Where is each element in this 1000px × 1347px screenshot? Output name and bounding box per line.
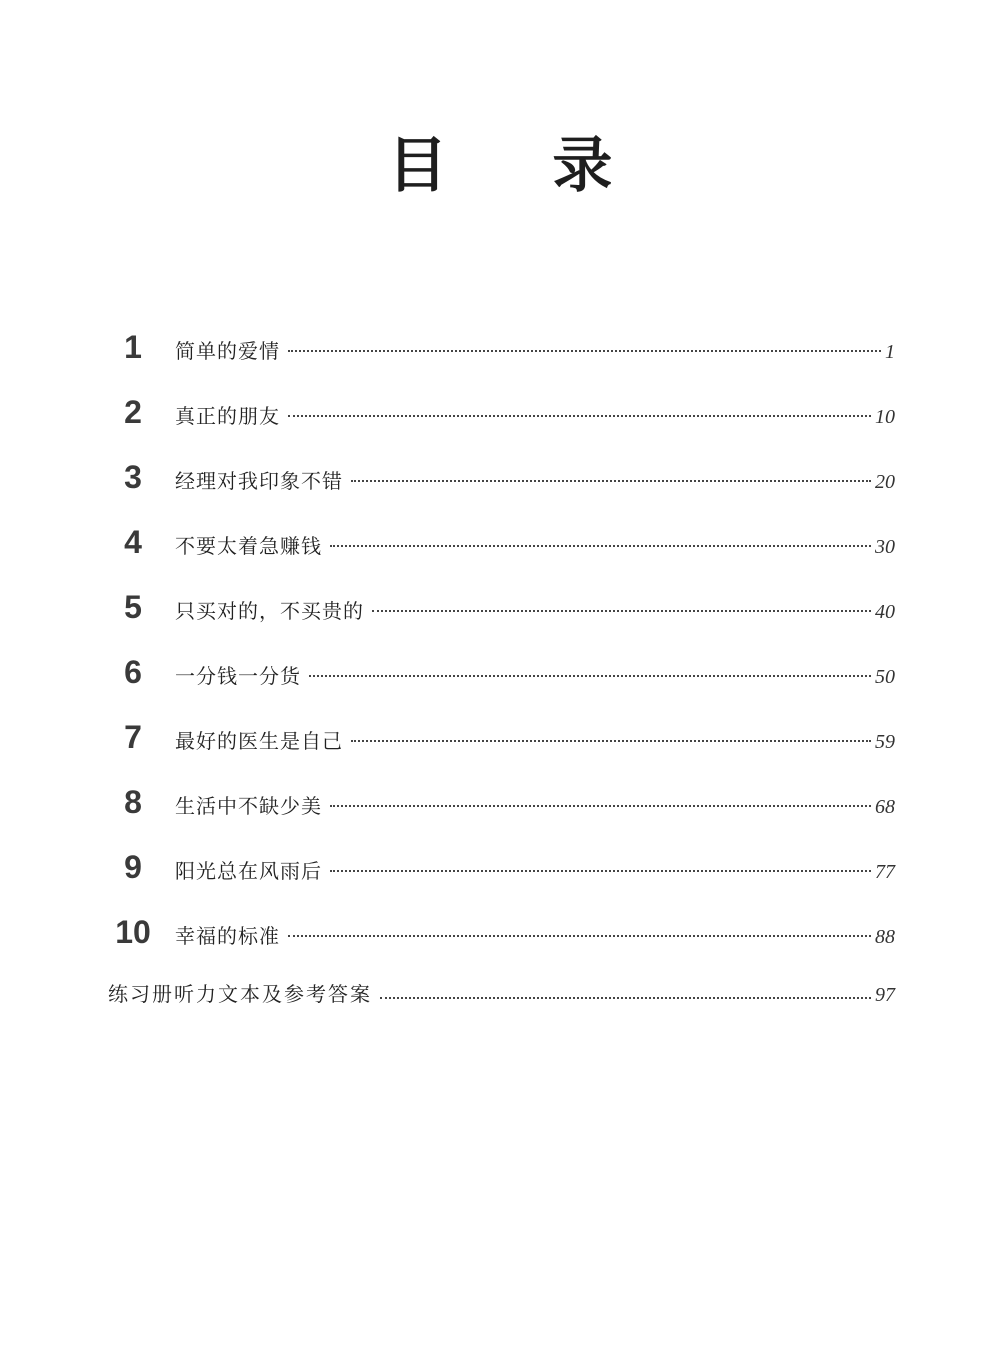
dot-leader [288, 414, 871, 417]
chapter-title: 只买对的，不买贵的 [175, 599, 364, 623]
toc-entry[interactable] [108, 315, 895, 380]
chapter-title: 生活中不缺少美 [175, 794, 322, 818]
page-title: 目 录 [387, 131, 655, 201]
chapter-number: 9 [124, 849, 142, 885]
dot-leader [288, 349, 881, 352]
chapter-number: 10 [115, 914, 151, 950]
chapter-title: 一分钱一分货 [175, 664, 301, 688]
chapter-title: 不要太着急赚钱 [175, 534, 322, 558]
toc-entry[interactable] [108, 835, 895, 900]
page-number: 10 [875, 406, 895, 428]
toc-entry[interactable] [108, 510, 895, 575]
dot-leader [351, 739, 871, 742]
chapter-number: 3 [124, 459, 142, 495]
dot-leader [380, 996, 871, 999]
table-of-contents [108, 315, 895, 1023]
page-number: 40 [875, 601, 895, 623]
page-number: 50 [875, 666, 895, 688]
dot-leader [330, 544, 871, 547]
toc-entry[interactable] [108, 445, 895, 510]
dot-leader [330, 869, 871, 872]
toc-entry[interactable] [108, 640, 895, 705]
toc-entry[interactable] [108, 900, 895, 965]
toc-entry-appendix[interactable] [108, 965, 895, 1023]
toc-entry[interactable] [108, 770, 895, 835]
toc-entry[interactable] [108, 380, 895, 445]
toc-entry[interactable] [108, 575, 895, 640]
dot-leader [288, 934, 871, 937]
dot-leader [330, 804, 871, 807]
chapter-title: 幸福的标准 [175, 924, 280, 948]
chapter-number: 7 [124, 719, 142, 755]
chapter-number: 5 [124, 589, 142, 625]
page-number: 30 [875, 536, 895, 558]
page-number: 97 [875, 984, 895, 1006]
chapter-number: 8 [124, 784, 142, 820]
page-number: 68 [875, 796, 895, 818]
page-number: 1 [885, 341, 895, 363]
chapter-title: 最好的医生是自己 [175, 729, 343, 753]
chapter-title: 经理对我印象不错 [175, 469, 343, 493]
page-number: 20 [875, 471, 895, 493]
page-number: 77 [875, 861, 895, 883]
dot-leader [372, 609, 871, 612]
toc-entry[interactable] [108, 705, 895, 770]
chapter-number: 1 [124, 329, 142, 365]
chapter-title: 简单的爱情 [175, 339, 280, 363]
dot-leader [309, 674, 871, 677]
chapter-title: 真正的朋友 [175, 404, 280, 428]
dot-leader [351, 479, 871, 482]
chapter-number: 6 [124, 654, 142, 690]
chapter-number: 4 [124, 524, 142, 560]
chapter-title: 阳光总在风雨后 [175, 859, 322, 883]
page-number: 59 [875, 731, 895, 753]
page-number: 88 [875, 926, 895, 948]
chapter-number: 2 [124, 394, 142, 430]
appendix-title: 练习册听力文本及参考答案 [108, 982, 372, 1006]
